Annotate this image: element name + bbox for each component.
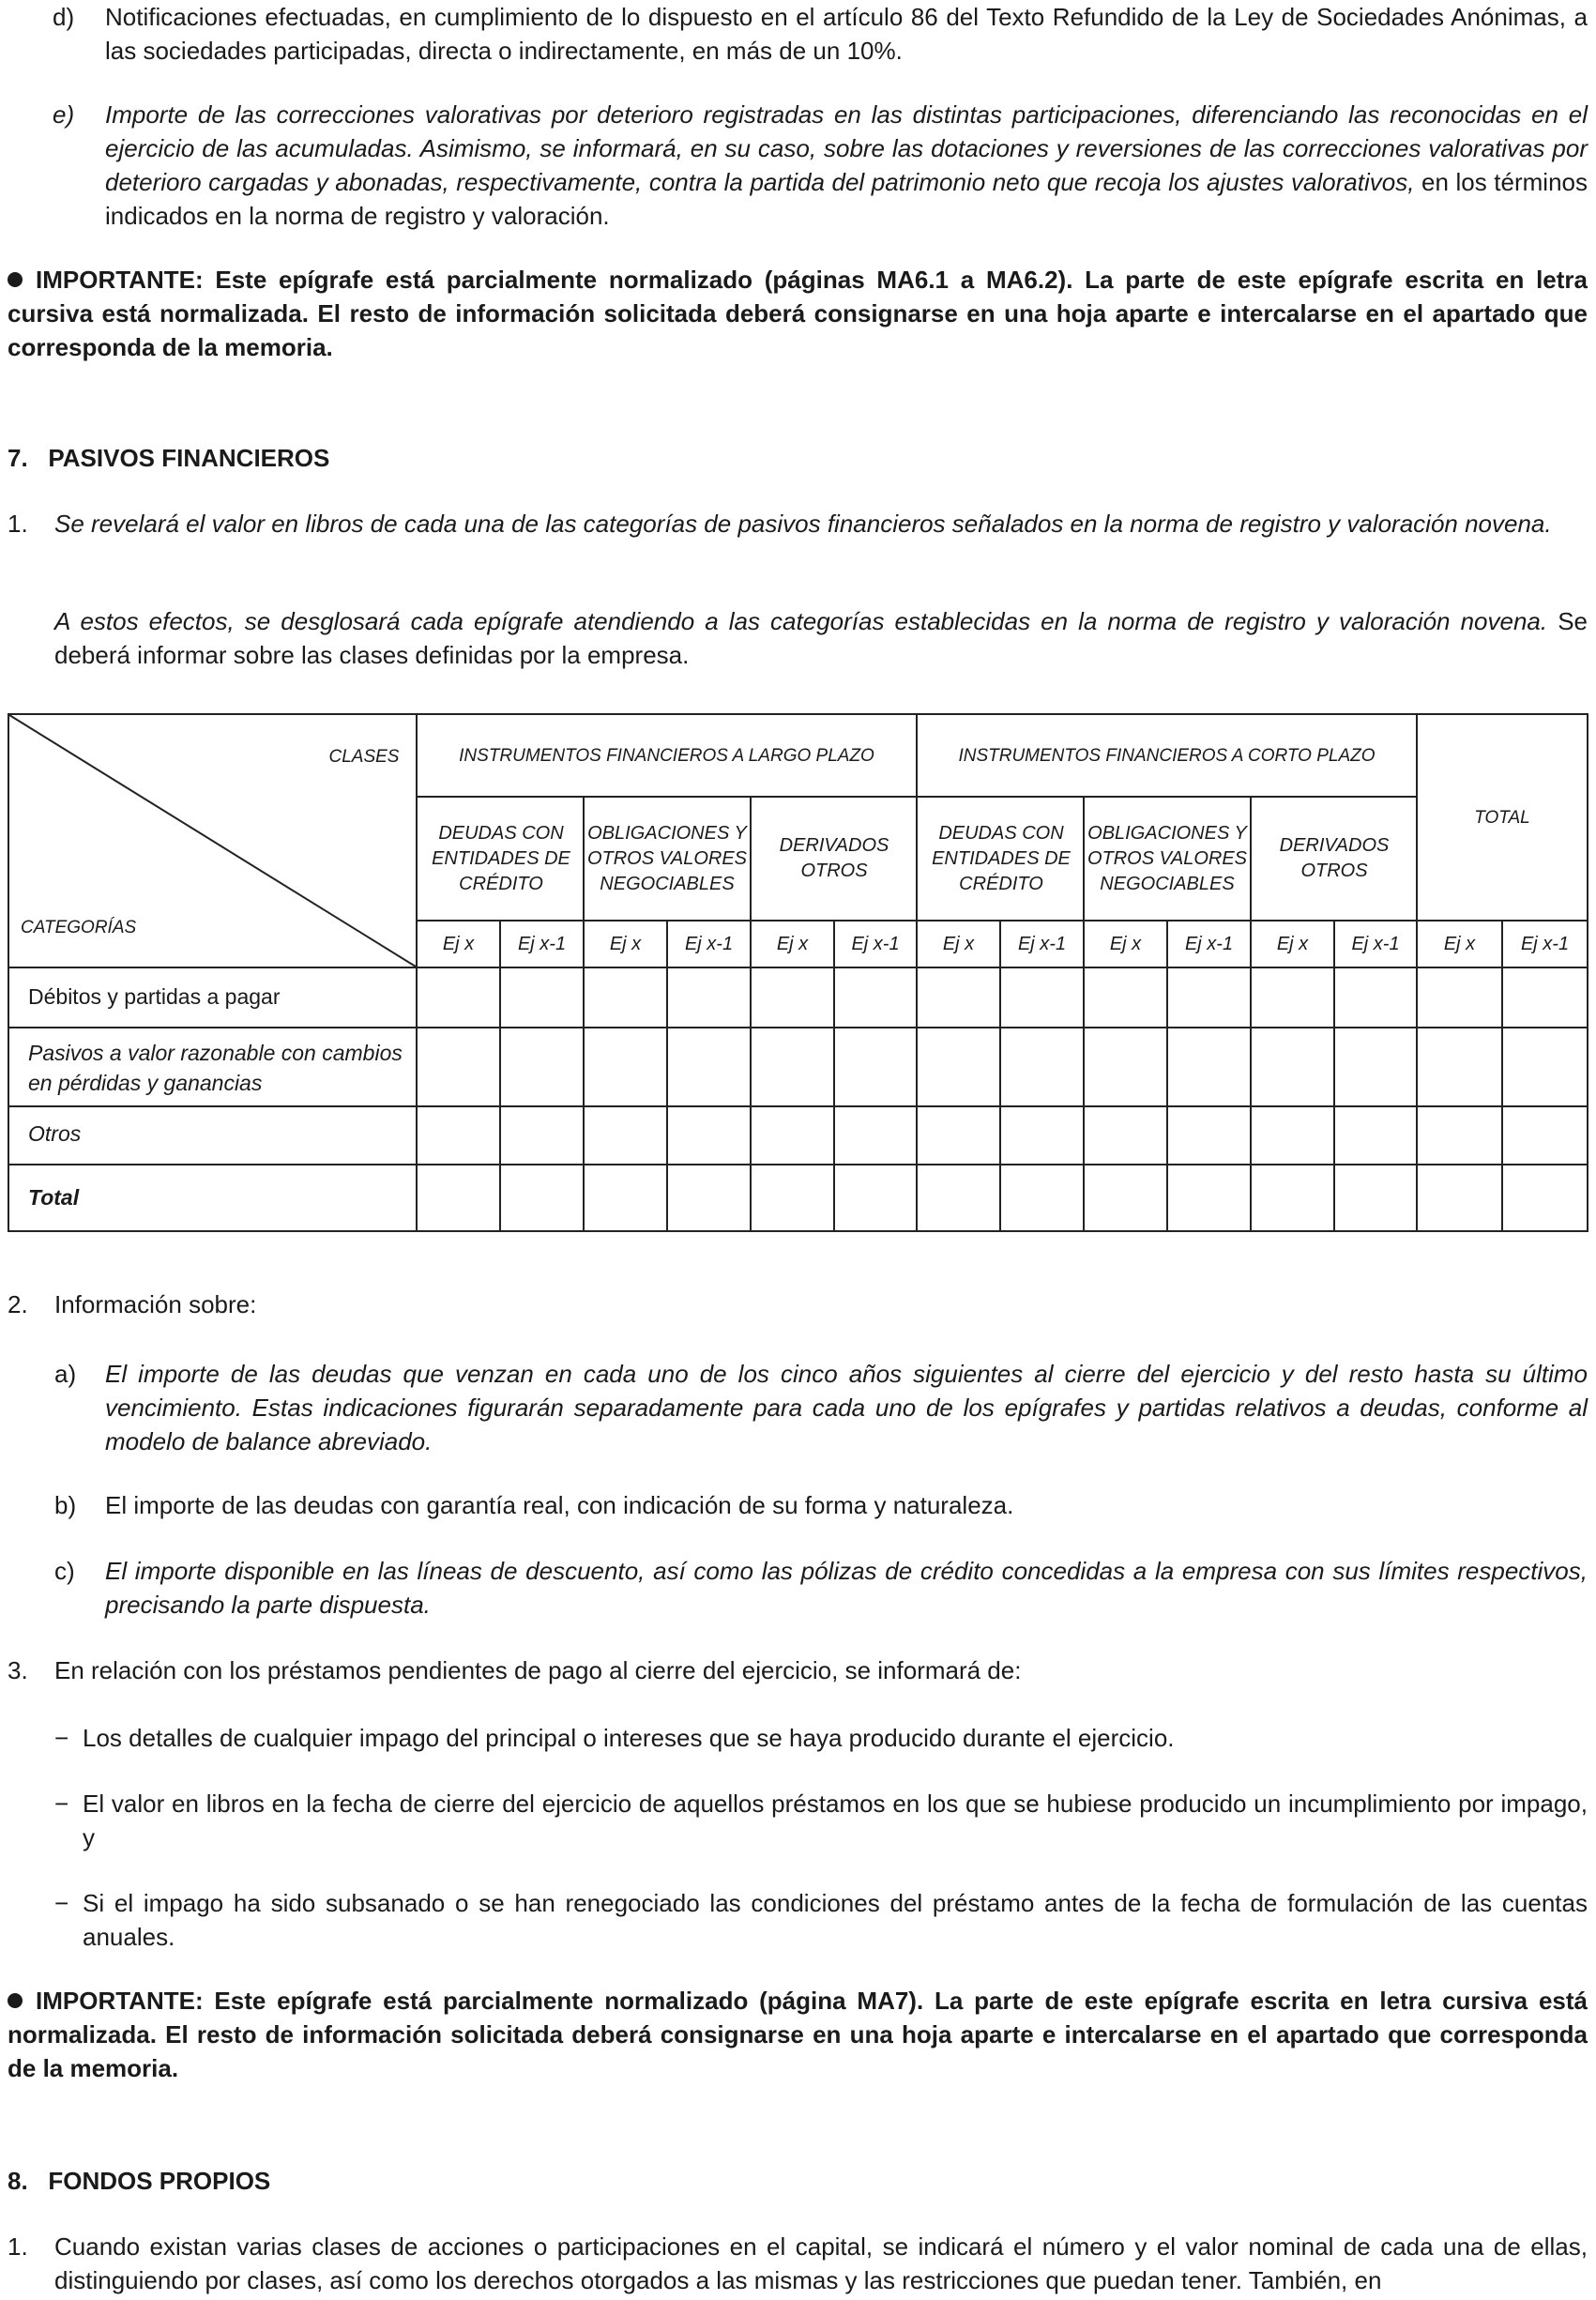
dash-bullet: − [54,1790,69,1818]
dash-bullet: − [54,1724,69,1752]
ej-header: Ej x-1 [1184,933,1234,954]
s7-a-marker: a) [54,1360,77,1388]
section-7-heading: 7. PASIVOS FINANCIEROS [8,444,330,472]
s7-p1b-italic: A estos efectos, se desglosará cada epígrafe atendiendo a las categorías establecidas en la norma de registro y valoración novena. [54,607,1548,635]
ej-header: Ej x-1 [1017,933,1067,954]
pasivos-financieros-table [8,713,1588,1232]
s7-dash-1: Los detalles de cualquier impago del principal o intereses que se haya producido durante el ejercicio. [83,1724,1175,1752]
item-e-text-normal: en los términos indicados en la norma de registro y valoración. [105,168,1588,230]
corto-plazo-header: INSTRUMENTOS FINANCIEROS A CORTO PLAZO [958,745,1376,766]
ej-header: Ej x [776,933,809,954]
section-8-heading: 8. FONDOS PROPIOS [8,2167,271,2195]
sub-header-deudas-cp: DEUDAS CON ENTIDADES DE CRÉDITO [932,822,1071,894]
sub-header-deudas-lp: DEUDAS CON ENTIDADES DE CRÉDITO [432,822,570,894]
ej-header: Ej x [942,933,975,954]
item-e-marker: e) [53,100,75,129]
item-d-marker: d) [53,3,75,31]
important-note-1-text: IMPORTANTE: Este epígrafe está parcialmente normalizado (páginas MA6.1 a MA6.2). La parte de este epígrafe escrita en letra cursiva está normalizada. El resto de información solicitada deberá consignarse en una hoja aparte e intercalarse en el apartado que corresponda de la memoria. [8,266,1588,361]
total-header: TOTAL [1474,807,1530,828]
important-note-2 [8,1984,1588,2085]
s7-p2-text: Información sobre: [54,1290,257,1318]
ej-header: Ej x [442,933,475,954]
s7-dash-2: El valor en libros en la fecha de cierre del ejercicio de aquellos préstamos en los que se hubiese producido un incumplimiento por impago, y [83,1790,1588,1851]
ej-header: Ej x-1 [1351,933,1400,954]
ej-header: Ej x-1 [684,933,734,954]
clases-label: CLASES [328,746,400,767]
important-note-2-text: IMPORTANTE: Este epígrafe está parcialmente normalizado (página MA7). La parte de este epígrafe escrita en letra cursiva está normalizada. El resto de información solicitada deberá consignarse en una hoja aparte e intercalarse en el apartado que corresponda de la memoria. [8,1987,1588,2082]
s7-p1-marker: 1. [8,510,28,538]
s7-c-marker: c) [54,1557,75,1585]
ej-header: Ej x-1 [517,933,567,954]
largo-plazo-header: INSTRUMENTOS FINANCIEROS A LARGO PLAZO [459,745,874,766]
s7-p1b-normal: Se deberá informar sobre las clases definidas por la empresa. [54,607,1588,669]
ej-header: Ej x [609,933,642,954]
row-label-total: Total [28,1185,80,1210]
bullet-icon [8,272,23,287]
ej-header: Ej x-1 [851,933,900,954]
s8-p1-marker: 1. [8,2232,28,2261]
item-e-text-italic: Importe de las correcciones valorativas por deterioro registradas en las distintas participaciones, diferenciando las reconocidas en el ejercicio de las acumuladas. Asimismo, se informará, en su caso, sobre las dotaciones y reversiones de las correcciones valorativas por deterioro cargadas y abonadas, respectivamente, contra la partida del patrimonio neto que recoja los ajustes valorativos, [105,100,1588,196]
sub-header-obligaciones-lp: OBLIGACIONES Y OTROS VALORES NEGOCIABLES [586,822,748,894]
s7-p1-text: Se revelará el valor en libros de cada una de las categorías de pasivos financieros señalados en la norma de registro y valoración novena. [54,510,1552,538]
s7-a-text: El importe de las deudas que venzan en cada uno de los cinco años siguientes al cierre del ejercicio y del resto hasta su último vencimiento. Estas indicaciones figurarán separadamente para cada uno de los epígrafes y partidas relativos a deudas, conforme al modelo de balance abreviado. [105,1360,1588,1455]
ej-header: Ej x [1109,933,1142,954]
row-label-otros: Otros [28,1121,82,1146]
s7-c-text: El importe disponible en las líneas de descuento, así como las pólizas de crédito concedidas a la empresa con sus límites respectivos, precisando la parte dispuesta. [105,1557,1588,1619]
important-note-1 [8,263,1588,364]
s7-p2-marker: 2. [8,1290,28,1318]
s8-p1-text: Cuando existan varias clases de acciones o participaciones en el capital, se indicará el número y el valor nominal de cada una de ellas, distinguiendo por clases, así como los derechos otorgados a las mismas y las restricciones que puedan tener. También, en [54,2232,1588,2294]
bullet-icon [8,1993,23,2008]
s7-p3-marker: 3. [8,1656,28,1684]
row-label-debitos: Débitos y partidas a pagar [28,984,281,1009]
s7-p1b-text [54,604,1588,672]
item-e-text [105,98,1588,233]
s7-dash-3: Si el impago ha sido subsanado o se han renegociado las condiciones del préstamo antes de la fecha de formulación de las cuentas anuales. [83,1889,1588,1951]
dash-bullet: − [54,1889,69,1917]
sub-header-derivados-cp: DERIVADOS OTROS [1279,835,1390,881]
sub-header-derivados-lp: DERIVADOS OTROS [779,835,889,881]
categorias-label: CATEGORÍAS [21,917,137,937]
sub-header-obligaciones-cp: OBLIGACIONES Y OTROS VALORES NEGOCIABLES [1087,822,1248,894]
s7-b-marker: b) [54,1491,77,1519]
row-label-pasivos-valor-razonable: Pasivos a valor razonable con cambios en pérdidas y ganancias [28,1041,403,1095]
s7-b-text: El importe de las deudas con garantía real, con indicación de su forma y naturaleza. [105,1491,1014,1519]
s7-p3-text: En relación con los préstamos pendientes de pago al cierre del ejercicio, se informará de: [54,1656,1022,1684]
ej-header: Ej x [1443,933,1476,954]
ej-header: Ej x [1276,933,1309,954]
item-d-text: Notificaciones efectuadas, en cumplimiento de lo dispuesto en el artículo 86 del Texto Refundido de la Ley de Sociedades Anónimas, a las sociedades participadas, directa o indirectamente, en más de un 10%. [105,3,1588,65]
ej-header: Ej x-1 [1520,933,1570,954]
